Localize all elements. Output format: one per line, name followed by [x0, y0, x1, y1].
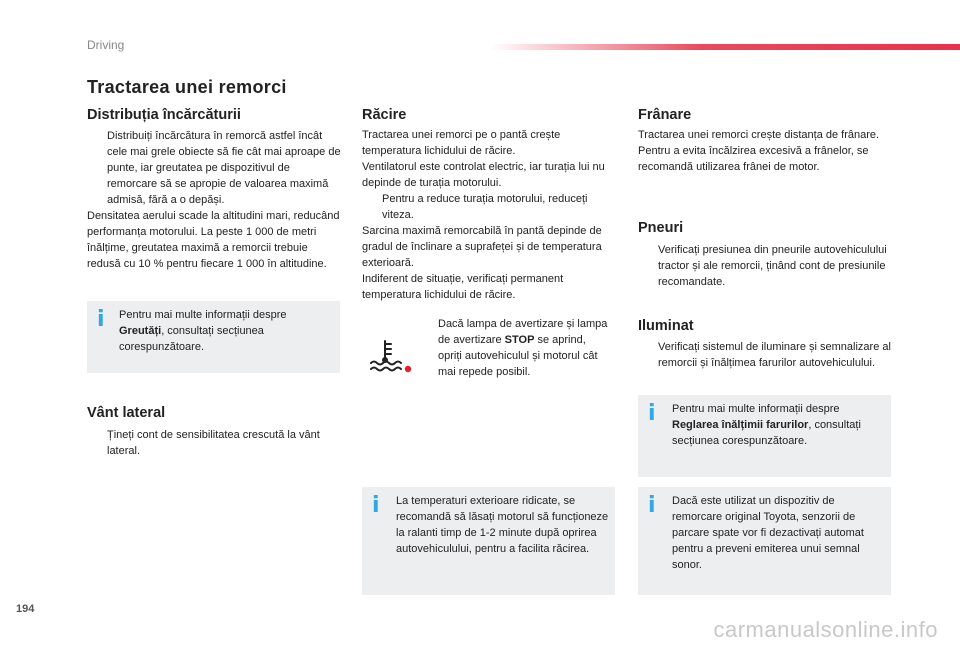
bullet-item: Pentru a reduce turația motorului, reduceți viteza.: [382, 193, 588, 221]
lighting-text: [638, 339, 896, 371]
info-box-headlamp-leveling: [638, 395, 891, 477]
watermark: carmanualsonline.info: [713, 617, 938, 642]
braking-heading: Frânare: [638, 107, 692, 123]
crosswind-text: [87, 427, 342, 459]
cooling-text: Tractarea unei remorci pe o pantă crește temperatura lichidului de răcire. Ventilatorul este controlat electric, iar turația lui nu depinde de turația motorului. Pentru a reduce turația motorului, reduceți viteza. Sarcina maximă remorcabilă în pantă depinde de gradul de înclinare a suprafeței și de temperatura exterioară. Indiferent de situație, verificați permanent temperatura lichidului de răcire.: [362, 127, 617, 303]
bullet-item: Țineți cont de sensibilitatea crescută la vânt lateral.: [107, 429, 320, 457]
info-text: La temperaturi exterioare ridicate, se recomandă să lăsați motorul să funcționeze la ralanti timp de 1-2 minute după oprirea autovehiculului, pentru a facilita răcirea.: [396, 495, 609, 555]
info-icon: i: [97, 307, 105, 332]
info-text: Dacă este utilizat un dispozitiv de remorcare original Toyota, senzorii de parcare spate vor fi dezactivați automat pentru a preveni emiterea unui semnal sonor.: [672, 495, 864, 571]
info-box-parking-sensors: [638, 487, 891, 595]
load-distribution-text: Distribuiți încărcătura în remorcă astfel încât cele mai grele obiecte să fie cât mai aproape de punte, iar greutatea pe dispozitivul de remorcare să se apropie de valoarea maximă admisă, fără a o depăși. Densitatea aerului scade la altitudini mari, reducând performanța motorului. La peste 1 000 de metri înălțime, greutatea maximă a remorcii trebuie redusă cu 10 % pentru fiecare 1 000 în altitudine.: [87, 130, 341, 270]
info-text: Pentru mai multe informații despre Reglarea înălțimii farurilor, consultați secțiunea corespunzătoare.: [672, 403, 861, 447]
page-number: 194: [16, 603, 35, 615]
tyres-text: [638, 242, 896, 290]
header-accent-bar: [490, 44, 960, 50]
coolant-temperature-warning-icon: [366, 338, 414, 378]
info-text: Pentru mai multe informații despre Greutăți, consultați secțiunea corespunzătoare.: [119, 309, 287, 353]
lighting-heading: Iluminat: [638, 318, 694, 334]
bullet-item: Verificați sistemul de iluminare și semnalizare al remorcii și înălțimea farurilor autovehiculului.: [658, 341, 891, 369]
stop-label: STOP: [504, 334, 535, 346]
braking-text: Tractarea unei remorci crește distanța de frânare. Pentru a evita încălzirea excesivă a frânelor, se recomandă utilizarea frânei de motor.: [638, 129, 880, 173]
load-distribution-heading: Distribuția încărcăturii: [87, 107, 241, 123]
info-link-headlamp-leveling: Reglarea înălțimii farurilor: [672, 419, 809, 431]
info-link-weights: Greutăți: [119, 325, 162, 337]
info-icon: i: [648, 493, 656, 518]
bullet-item: Verificați presiunea din pneurile autovehiculului tractor și ale remorcii, ținând cont de presiunile recomandate.: [658, 244, 887, 288]
info-icon: i: [372, 493, 380, 518]
warning-lamp-text: [418, 316, 608, 380]
bullet-item: Dacă lampa de avertizare și lampa de avertizare STOP se aprind, opriți autovehiculul și motorul cât mai repede posibil.: [438, 318, 608, 378]
tyres-heading: Pneuri: [638, 220, 684, 236]
page-title: Tractarea unei remorci: [87, 77, 287, 97]
cooling-heading: Răcire: [362, 107, 407, 123]
bullet-item: Distribuiți încărcătura în remorcă astfel încât cele mai grele obiecte să fie cât mai aproape de punte, iar greutatea pe dispozitivul de remorcare să se apropie de valoarea maximă admisă, fără a o depăși.: [107, 130, 341, 206]
info-box-idle: [362, 487, 615, 595]
crosswind-heading: Vânt lateral: [87, 405, 166, 421]
info-icon: i: [648, 401, 656, 426]
info-box-weights: [87, 301, 340, 373]
section-label: Driving: [87, 38, 125, 52]
